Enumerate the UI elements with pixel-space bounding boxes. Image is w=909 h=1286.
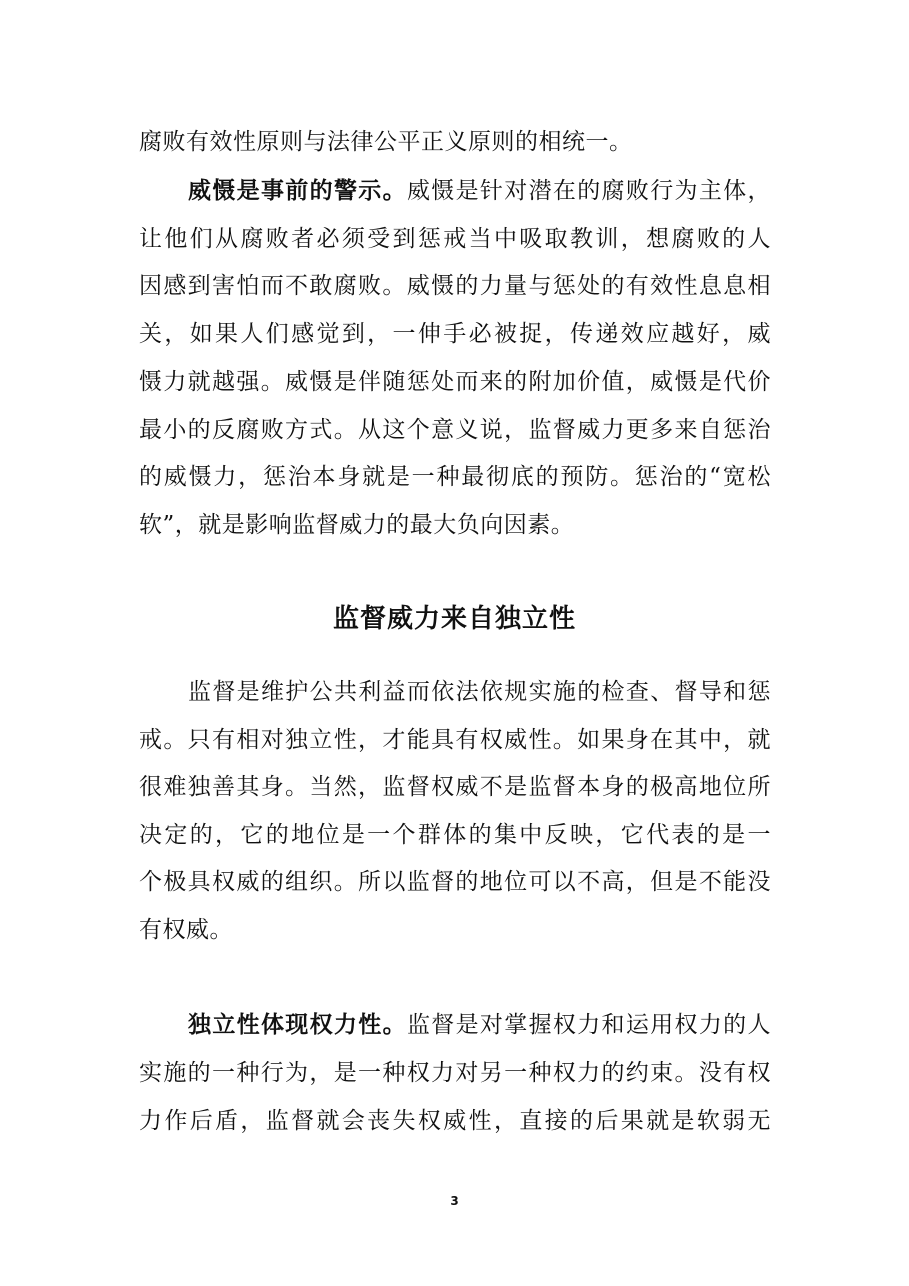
paragraph-line [188, 176, 771, 206]
paragraph-line: 戒。只有相对独立性，才能具有权威性。如果身在其中，就 [139, 727, 771, 753]
paragraph-line: 力作后盾，监督就会丧失权威性，直接的后果就是软弱无 [139, 1108, 771, 1134]
paragraph-line: 个极具权威的组织。所以监督的地位可以不高，但是不能没 [139, 869, 771, 895]
paragraph-line: 实施的一种行为，是一种权力对另一种权力的约束。没有权 [139, 1060, 771, 1086]
paragraph-line: 的威慑力，惩治本身就是一种最彻底的预防。惩治的“宽松 [139, 464, 771, 490]
page-number: 3 [450, 1194, 459, 1208]
paragraph-line [188, 1010, 771, 1040]
section-heading: 监督威力来自独立性 [332, 604, 576, 634]
paragraph-lead-bold: 威慑是事前的警示。 [188, 178, 407, 204]
paragraph-text: 威慑是针对潜在的腐败行为主体， [406, 178, 772, 204]
paragraph-text: 监督是对掌握权力和运用权力的人 [406, 1012, 772, 1038]
paragraph-line: 慑力就越强。威慑是伴随惩处而来的附加价值，威慑是代价 [139, 369, 771, 395]
paragraph-line: 关，如果人们感觉到，一伸手必被捉，传递效应越好，威 [139, 321, 771, 347]
paragraph-line: 有权威。 [139, 917, 233, 943]
paragraph-line: 软”，就是影响监督威力的最大负向因素。 [139, 512, 575, 538]
paragraph-line: 决定的，它的地位是一个群体的集中反映，它代表的是一 [139, 822, 771, 848]
paragraph-line: 腐败有效性原则与法律公平正义原则的相统一。 [139, 129, 633, 155]
paragraph-line: 很难独善其身。当然，监督权威不是监督本身的极高地位所 [139, 774, 771, 800]
paragraph-line: 最小的反腐败方式。从这个意义说，监督威力更多来自惩治 [139, 417, 771, 443]
paragraph-line: 监督是维护公共利益而依法依规实施的检查、督导和惩 [188, 679, 771, 705]
paragraph-line: 让他们从腐败者必须受到惩戒当中吸取教训，想腐败的人 [139, 226, 771, 252]
paragraph-lead-bold: 独立性体现权力性。 [188, 1012, 407, 1038]
paragraph-line: 因感到害怕而不敢腐败。威慑的力量与惩处的有效性息息相 [139, 273, 771, 299]
